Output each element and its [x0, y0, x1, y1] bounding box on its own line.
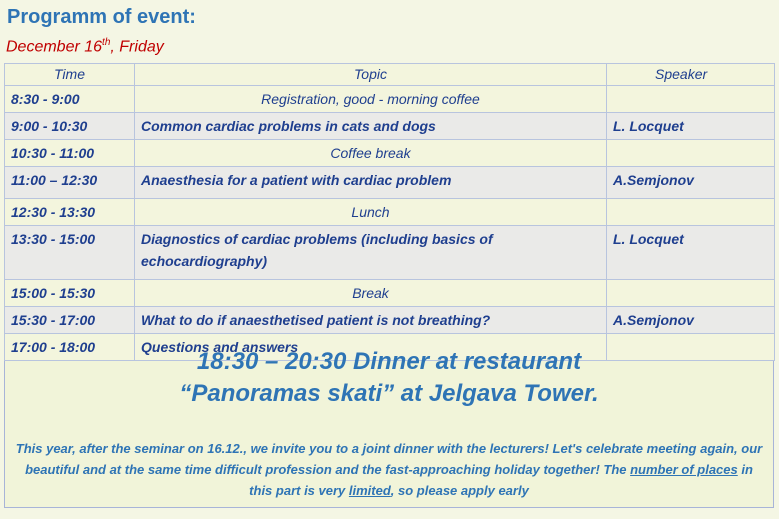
invitation-note — [12, 438, 766, 501]
column-header-time: Time — [5, 64, 135, 86]
row-topic: Questions and answers — [135, 334, 607, 361]
date-prefix: December 16 — [6, 38, 103, 56]
row-topic: Anaesthesia for a patient with cardiac problem — [135, 167, 607, 199]
row-topic: Lunch — [135, 199, 607, 226]
table-row — [5, 86, 775, 113]
event-date — [6, 37, 164, 56]
table-row — [5, 140, 775, 167]
table-row — [5, 307, 775, 334]
row-speaker: L. Locquet — [607, 226, 775, 280]
row-time: 10:30 - 11:00 — [5, 140, 135, 167]
row-topic: Diagnostics of cardiac problems (including basics of echocardiography) — [135, 226, 607, 280]
column-header-topic: Topic — [135, 64, 607, 86]
row-speaker: L. Locquet — [607, 113, 775, 140]
table-header-row — [5, 64, 775, 86]
date-suffix: th — [102, 37, 111, 48]
row-speaker — [607, 199, 775, 226]
row-speaker — [607, 86, 775, 113]
row-speaker: A.Semjonov — [607, 307, 775, 334]
note-text-2: in this part is very — [249, 462, 753, 498]
date-rest: , Friday — [110, 38, 164, 56]
row-speaker — [607, 140, 775, 167]
note-text-1: This year, after the seminar on 16.12., we invite you to a joint dinner with the lecturers! Let's celebrate meeting again, our beautiful and at the same time difficult profession and the fast-approaching holiday together! The — [15, 441, 763, 477]
table-row — [5, 113, 775, 140]
row-time: 15:00 - 15:30 — [5, 280, 135, 307]
table-row — [5, 280, 775, 307]
note-text-3: , so please apply early — [390, 483, 529, 498]
row-topic: What to do if anaesthetised patient is not breathing? — [135, 307, 607, 334]
row-time: 9:00 - 10:30 — [5, 113, 135, 140]
column-header-speaker: Speaker — [607, 64, 775, 86]
table-row — [5, 167, 775, 199]
row-topic: Coffee break — [135, 140, 607, 167]
row-topic: Registration, good - morning coffee — [135, 86, 607, 113]
dinner-time-line: 18:30 – 20:30 Dinner at restaurant — [196, 348, 582, 375]
number-of-places-text: number of places — [630, 462, 738, 477]
page-title: Programm of event: — [7, 6, 196, 28]
dinner-venue-line: “Panoramas skati” at Jelgava Tower. — [179, 380, 599, 407]
row-time: 15:30 - 17:00 — [5, 307, 135, 334]
row-time: 12:30 - 13:30 — [5, 199, 135, 226]
row-topic: Break — [135, 280, 607, 307]
table-row — [5, 199, 775, 226]
row-time: 13:30 - 15:00 — [5, 226, 135, 280]
table-row — [5, 226, 775, 280]
row-time: 8:30 - 9:00 — [5, 86, 135, 113]
dinner-announcement — [4, 340, 774, 410]
program-table — [4, 63, 775, 361]
row-speaker: A.Semjonov — [607, 167, 775, 199]
row-time: 11:00 – 12:30 — [5, 167, 135, 199]
row-topic: Common cardiac problems in cats and dogs — [135, 113, 607, 140]
limited-text: limited — [348, 483, 391, 498]
row-time: 17:00 - 18:00 — [5, 334, 135, 361]
row-speaker — [607, 280, 775, 307]
